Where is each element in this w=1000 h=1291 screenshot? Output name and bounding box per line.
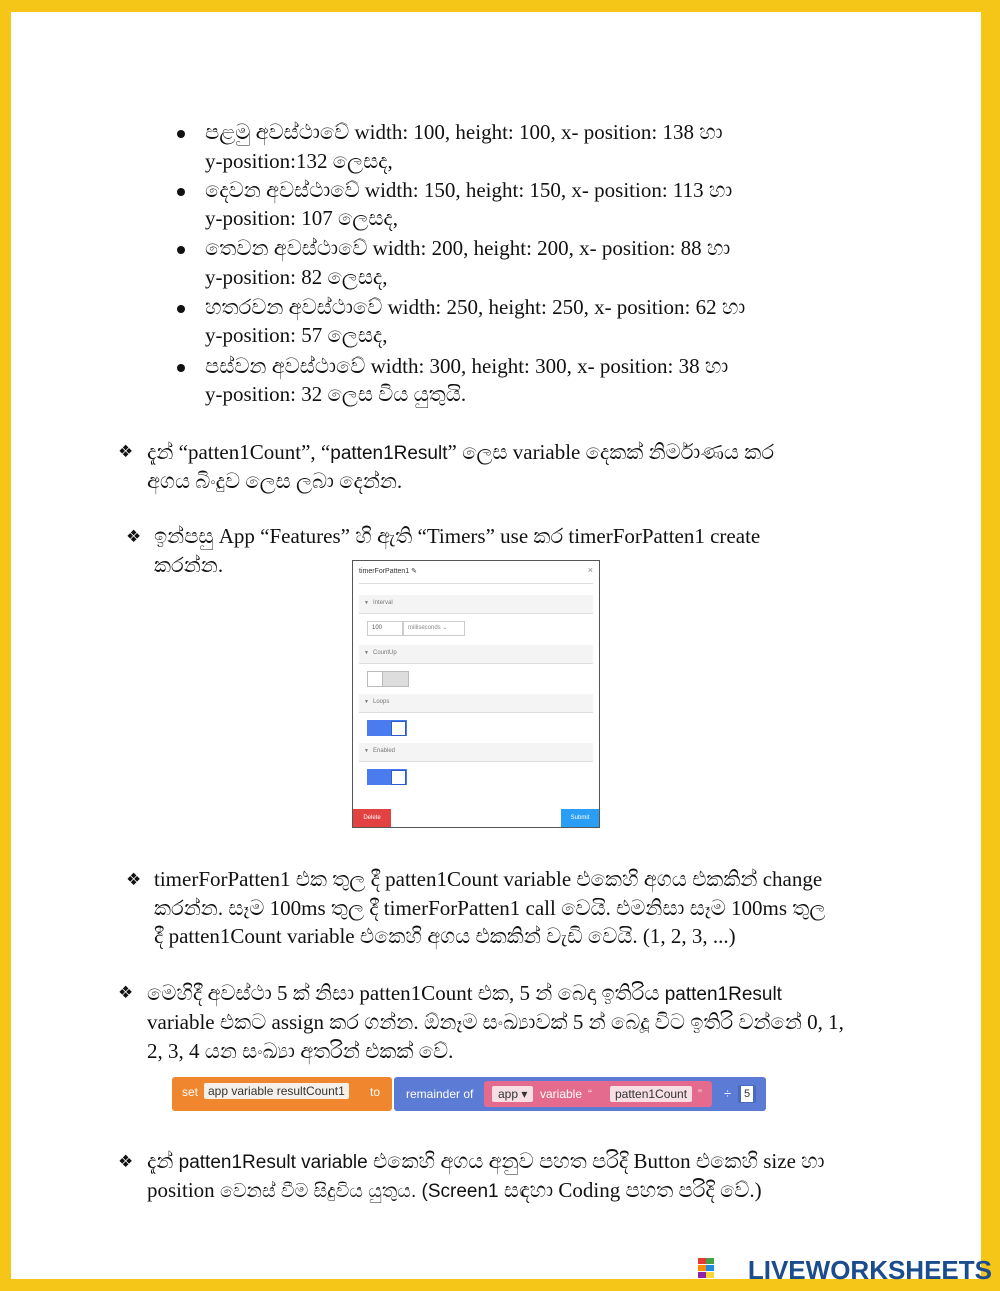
divisor-value[interactable]: 5	[741, 1086, 753, 1102]
variable-name-chip[interactable]: app variable resultCount1	[204, 1083, 349, 1099]
app-variable-block[interactable]	[484, 1081, 712, 1107]
para1-line2: අගය බිංදුව ලෙස ලබා දෙන්න.	[147, 469, 403, 493]
set-variable-block[interactable]	[172, 1077, 392, 1111]
quote-close: ”	[698, 1087, 702, 1101]
interval-input[interactable]: 100	[367, 621, 403, 636]
section-loops[interactable]: ▼ Loops	[359, 694, 593, 713]
caret-down-icon: ▼	[364, 650, 369, 656]
app-dropdown[interactable]: app ▾	[492, 1086, 533, 1102]
bullet-line: තෙවන අවස්ථාවේ width: 200, height: 200, x- position: 88 හා	[205, 236, 731, 260]
bullet-line: y-position:132 ලෙසද,	[205, 149, 393, 173]
para4-line2: variable එකට assign කර ගන්න. ඕනෑම සංඛ්‍යාවක් 5 න් බෙදූ විට ඉතිරි වන්නේ 0, 1,	[147, 1010, 844, 1034]
para2-line1: ඉන්පසු App “Features” හි ඇති “Timers” use කර timerForPatten1 create	[154, 524, 761, 548]
bullet-line: y-position: 32 ලෙස විය යුතුයි.	[205, 382, 467, 406]
para3-line3: දී patten1Count variable එකෙහි අගය එකකින් වැඩි වෙයි. (1, 2, 3, ...)	[154, 924, 736, 948]
countup-toggle[interactable]	[367, 671, 409, 687]
bullet-line: y-position: 57 ලෙසද,	[205, 323, 388, 347]
bullet-dot	[177, 188, 185, 196]
para4-line3: 2, 3, 4 යන සංඛ්‍යා අතරින් එකක් වේ.	[147, 1039, 454, 1063]
liveworksheets-logo-icon	[698, 1258, 722, 1280]
bullet-line: y-position: 107 ලෙසද,	[205, 206, 399, 230]
quote-open: “	[588, 1087, 592, 1101]
bullet-dot	[177, 130, 185, 138]
variable-keyword: variable	[540, 1087, 583, 1101]
caret-down-icon: ▼	[364, 600, 369, 606]
para4-line1: මෙහිදී අවස්ථා 5 ක් නිසා patten1Count එක, 5 න් බෙදා ඉතිරිය patten1Result	[147, 981, 782, 1005]
diamond-bullet-icon: ❖	[118, 442, 134, 462]
submit-button[interactable]: Submit	[561, 809, 599, 827]
loops-toggle[interactable]	[367, 720, 407, 736]
set-keyword: set	[182, 1085, 199, 1099]
section-interval[interactable]: ▼ Interval	[359, 595, 593, 614]
divide-operator: ÷	[724, 1086, 732, 1101]
bullet-dot	[177, 305, 185, 313]
string-value[interactable]: patten1Count	[610, 1086, 692, 1102]
para3-line2: කරන්න. සෑම 100ms තුල දී timerForPatten1 call වෙයි. එමනිසා සෑම 100ms තුල	[154, 896, 826, 920]
remainder-block[interactable]	[394, 1077, 766, 1111]
para2-line2: කරන්න.	[154, 553, 224, 577]
diamond-bullet-icon: ❖	[118, 983, 134, 1003]
caret-down-icon: ▼	[364, 699, 369, 705]
enabled-toggle[interactable]	[367, 769, 407, 785]
section-enabled[interactable]: ▼ Enabled	[359, 743, 593, 762]
bullet-line: දෙවන අවස්ථාවේ width: 150, height: 150, x- position: 113 හා	[205, 178, 733, 202]
bullet-dot	[177, 246, 185, 254]
dialog-title: timerForPatten1 ✎	[359, 568, 418, 575]
para5-line1: දැන් patten1Result variable එකෙහි අගය අනුව පහත පරිදි Button එකෙහි size හා	[147, 1149, 825, 1173]
delete-button[interactable]: Delete	[353, 809, 391, 827]
diamond-bullet-icon: ❖	[118, 1152, 134, 1172]
number-block[interactable]	[738, 1085, 756, 1103]
caret-down-icon: ▼	[364, 748, 369, 754]
close-icon[interactable]: ×	[587, 565, 593, 575]
bullet-line: පස්වන අවස්ථාවේ width: 300, height: 300, x- position: 38 හා	[205, 354, 729, 378]
bullet-dot	[177, 364, 185, 372]
diamond-bullet-icon: ❖	[126, 527, 142, 547]
code-block	[172, 1077, 766, 1111]
divider	[359, 583, 593, 584]
liveworksheets-logo[interactable]: LIVEWORKSHEETS	[747, 1255, 992, 1285]
para5-line2: position වෙනස් වීම සිදුවිය යුතුය. (Screen1 සඳහා Coding පහත පරිදි වේ.)	[147, 1178, 762, 1202]
to-keyword: to	[370, 1085, 381, 1099]
timer-dialog	[352, 560, 600, 828]
pencil-icon[interactable]: ✎	[411, 568, 418, 575]
section-countup[interactable]: ▼ CountUp	[359, 645, 593, 664]
para3-line1: timerForPatten1 එක තුල දී patten1Count variable එකෙහි අගය එකකින් change	[154, 867, 823, 891]
interval-unit-select[interactable]: milliseconds ⌄	[403, 621, 465, 636]
remainder-keyword: remainder of	[406, 1087, 474, 1101]
bullet-line: y-position: 82 ලෙසද,	[205, 265, 388, 289]
bullet-line: පළමු අවස්ථාවේ width: 100, height: 100, x- position: 138 හා	[205, 120, 723, 144]
bullet-line: හතරවන අවස්ථාවේ width: 250, height: 250, x- position: 62 හා	[205, 295, 746, 319]
para1-line1: දැන් “patten1Count”, “patten1Result” ලෙස variable දෙකක් නිර්මාණය කර	[147, 440, 775, 464]
diamond-bullet-icon: ❖	[126, 870, 142, 890]
